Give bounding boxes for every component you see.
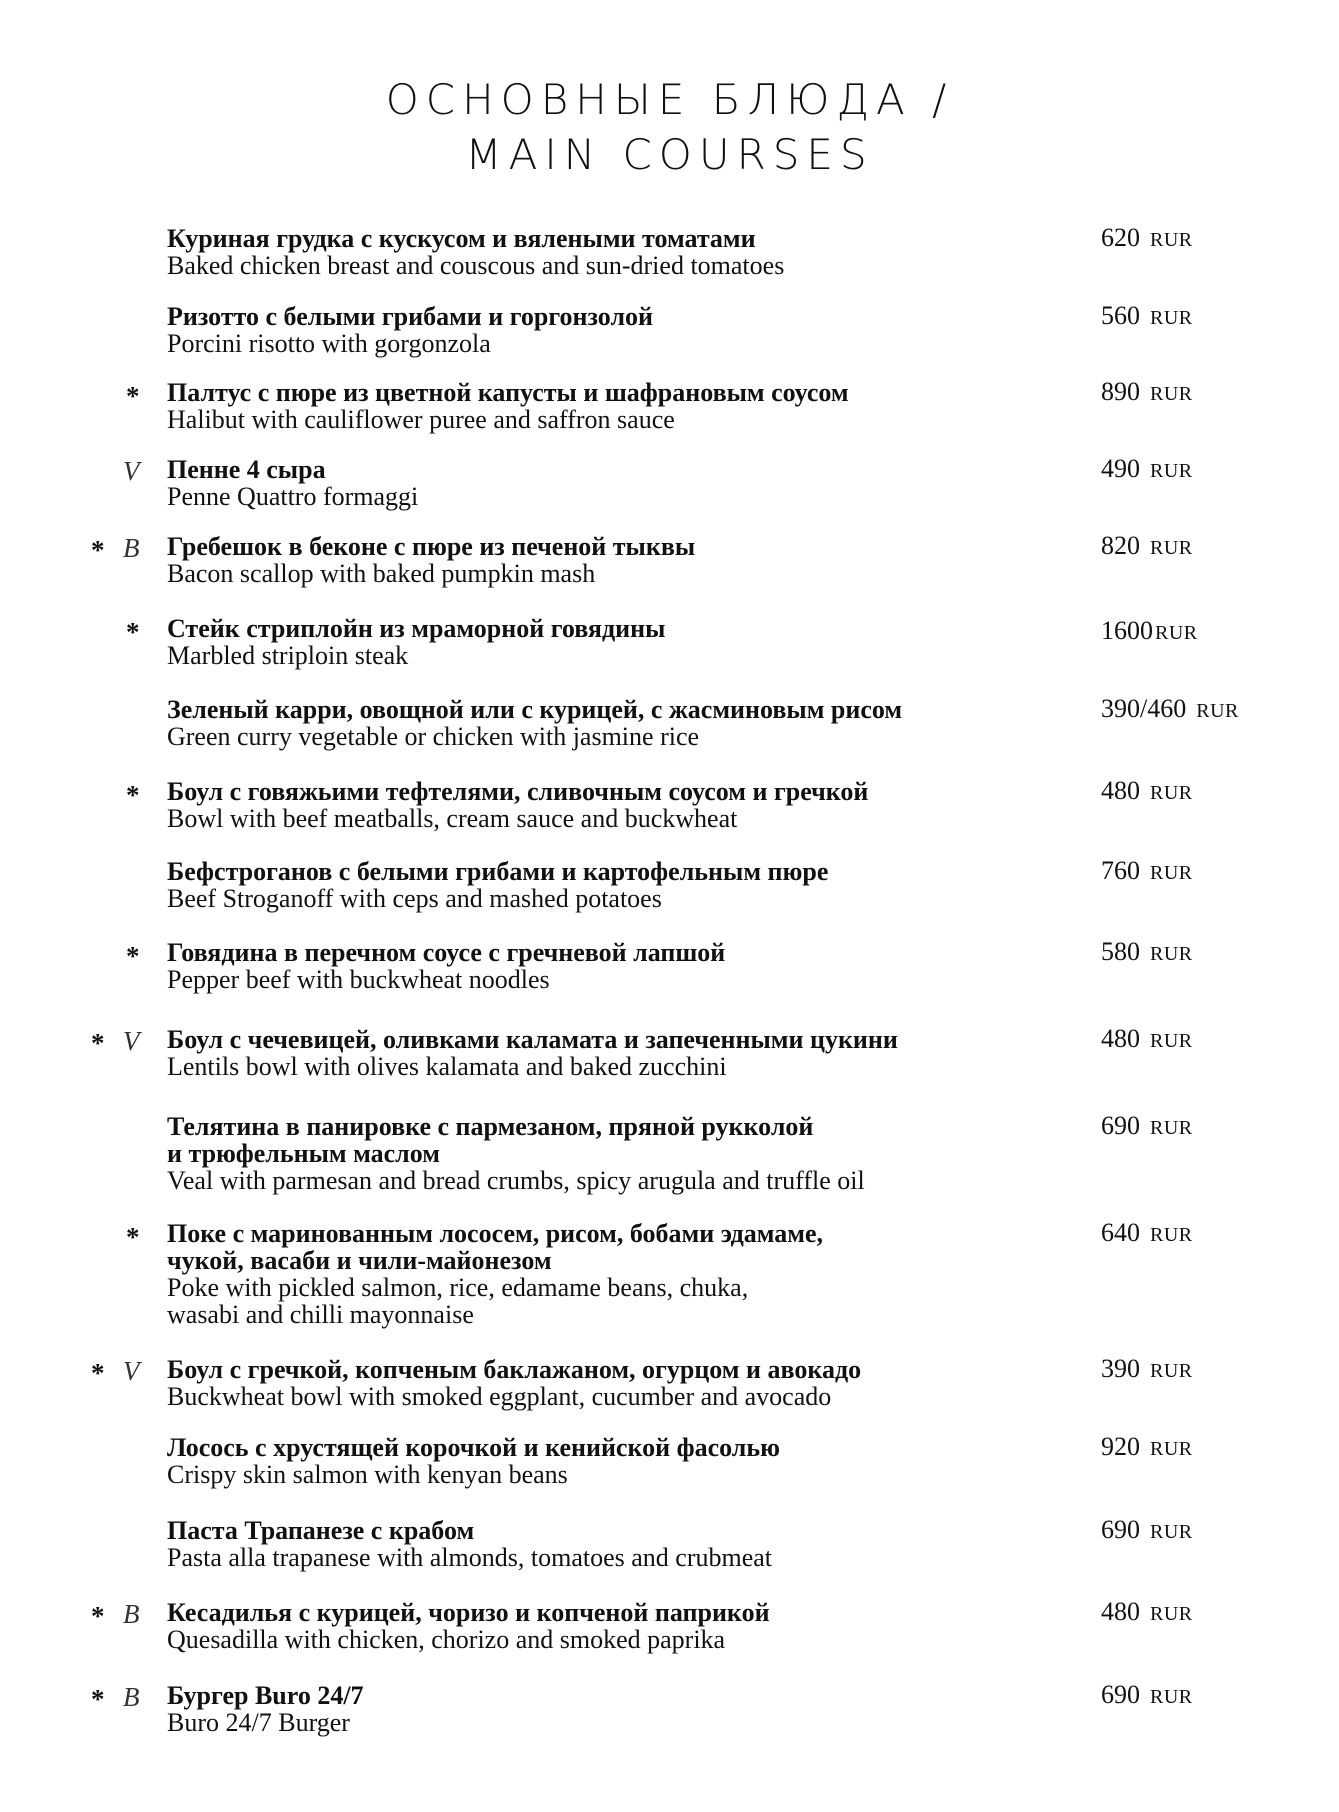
price-currency: RUR bbox=[1150, 383, 1193, 405]
asterisk-marker: * bbox=[91, 1684, 105, 1714]
menu-item-marks bbox=[88, 533, 158, 563]
menu-item-text bbox=[167, 456, 1067, 510]
dish-name-ru: Кесадилья с курицей, чоризо и копченой паприкой bbox=[167, 1598, 770, 1627]
menu-item-price bbox=[1101, 856, 1193, 888]
vegetarian-marker: V bbox=[123, 456, 140, 486]
menu-item-price bbox=[1101, 694, 1239, 726]
dish-name-en: Buckwheat bowl with smoked eggplant, cucumber and avocado bbox=[167, 1382, 832, 1411]
menu-item-text bbox=[167, 615, 1067, 669]
price-value: 480 bbox=[1101, 1597, 1140, 1626]
price-currency: RUR bbox=[1150, 862, 1193, 884]
dish-name-en: Porcini risotto with gorgonzola bbox=[167, 329, 491, 358]
dish-name-en: Marbled striploin steak bbox=[167, 641, 409, 670]
dish-name-ru: Говядина в перечном соусе с гречневой лапшой bbox=[167, 938, 726, 967]
price-currency: RUR bbox=[1196, 700, 1239, 722]
price-value: 690 bbox=[1101, 1515, 1140, 1544]
dish-name-en: Quesadilla with chicken, chorizo and smoked paprika bbox=[167, 1625, 726, 1654]
price-currency: RUR bbox=[1155, 622, 1198, 644]
dish-name-en: Crispy skin salmon with kenyan beans bbox=[167, 1460, 568, 1489]
asterisk-marker: * bbox=[91, 1601, 105, 1631]
asterisk-marker: * bbox=[126, 617, 140, 647]
price-currency: RUR bbox=[1150, 229, 1193, 251]
menu-item-price bbox=[1101, 937, 1193, 969]
dish-name-en: Bowl with beef meatballs, cream sauce and buckwheat bbox=[167, 804, 738, 833]
menu-item-text bbox=[167, 225, 1067, 279]
menu-item-marks bbox=[88, 696, 158, 726]
asterisk-marker: * bbox=[91, 1358, 105, 1388]
price-value: 1600 bbox=[1101, 616, 1153, 645]
dish-name-ru: Палтус с пюре из цветной капусты и шафрановым соусом bbox=[167, 378, 849, 407]
dish-name-ru: Телятина в панировке с пармезаном, пряной рукколой bbox=[167, 1112, 814, 1141]
menu-item-marks bbox=[88, 1356, 158, 1386]
menu-item-text bbox=[167, 939, 1067, 993]
dish-name-ru: Стейк стриплойн из мраморной говядины bbox=[167, 614, 666, 643]
vegetarian-marker: V bbox=[123, 1026, 140, 1056]
menu-item-text bbox=[167, 1599, 1067, 1653]
price-currency: RUR bbox=[1150, 1360, 1193, 1382]
menu-item-price bbox=[1101, 1597, 1193, 1629]
price-value: 620 bbox=[1101, 223, 1140, 252]
menu-item-marks bbox=[88, 1517, 158, 1547]
dish-name-en: Buro 24/7 Burger bbox=[167, 1708, 350, 1737]
price-value: 390/460 bbox=[1101, 694, 1187, 723]
menu-item-text bbox=[167, 858, 1067, 912]
price-value: 490 bbox=[1101, 454, 1140, 483]
dish-name-ru: Боул с говяжьими тефтелями, сливочным соусом и гречкой bbox=[167, 777, 869, 806]
price-value: 390 bbox=[1101, 1354, 1140, 1383]
page-title bbox=[0, 72, 1339, 182]
dish-name-ru: Боул с гречкой, копченым баклажаном, огурцом и авокадо bbox=[167, 1355, 862, 1384]
menu-item-marks bbox=[88, 1026, 158, 1056]
dish-name-ru: Бургер Buro 24/7 bbox=[167, 1681, 364, 1710]
menu-item-marks bbox=[88, 1113, 158, 1143]
dish-name-en: Bacon scallop with baked pumpkin mash bbox=[167, 559, 596, 588]
menu-item-marks bbox=[88, 778, 158, 808]
price-value: 580 bbox=[1101, 937, 1140, 966]
menu-item-marks bbox=[88, 1434, 158, 1464]
dish-name-en: Halibut with cauliflower puree and saffron sauce bbox=[167, 405, 675, 434]
menu-item-text bbox=[167, 1026, 1067, 1080]
menu-item-price bbox=[1101, 1680, 1193, 1712]
dish-name-en: wasabi and chilli mayonnaise bbox=[167, 1300, 474, 1329]
menu-item-marks bbox=[88, 1220, 158, 1250]
menu-item-price bbox=[1101, 1111, 1193, 1143]
price-value: 890 bbox=[1101, 377, 1140, 406]
price-currency: RUR bbox=[1150, 460, 1193, 482]
dish-name-en: Beef Stroganoff with ceps and mashed potatoes bbox=[167, 884, 662, 913]
dish-name-en: Pepper beef with buckwheat noodles bbox=[167, 965, 550, 994]
dish-name-ru: чукой, васаби и чили-майонезом bbox=[167, 1246, 552, 1275]
price-value: 480 bbox=[1101, 776, 1140, 805]
asterisk-marker: * bbox=[91, 1028, 105, 1058]
menu-item-text bbox=[167, 778, 1067, 832]
price-currency: RUR bbox=[1150, 1117, 1193, 1139]
menu-item-price bbox=[1101, 1218, 1193, 1250]
menu-item-text bbox=[167, 1517, 1067, 1571]
price-currency: RUR bbox=[1150, 782, 1193, 804]
price-currency: RUR bbox=[1150, 537, 1193, 559]
price-value: 820 bbox=[1101, 531, 1140, 560]
dish-name-ru: Ризотто с белыми грибами и горгонзолой bbox=[167, 302, 654, 331]
asterisk-marker: * bbox=[126, 1222, 140, 1252]
menu-item-price bbox=[1101, 377, 1193, 409]
menu-item-price bbox=[1101, 1515, 1193, 1547]
menu-item-price bbox=[1101, 531, 1193, 563]
menu-item-text bbox=[167, 1356, 1067, 1410]
price-currency: RUR bbox=[1150, 1224, 1193, 1246]
title-line-ru: ОСНОВНЫЕ БЛЮДА / bbox=[385, 75, 954, 124]
dish-name-ru: Гребешок в беконе с пюре из печеной тыквы bbox=[167, 532, 696, 561]
price-value: 640 bbox=[1101, 1218, 1140, 1247]
price-value: 920 bbox=[1101, 1432, 1140, 1461]
dish-name-ru: Пенне 4 сыра bbox=[167, 455, 326, 484]
b-marker: B bbox=[123, 1599, 140, 1629]
menu-item-marks bbox=[88, 1599, 158, 1629]
menu-item-price bbox=[1101, 1354, 1193, 1386]
dish-name-ru: Поке с маринованным лососем, рисом, бобами эдамаме, bbox=[167, 1219, 824, 1248]
dish-name-ru: Боул с чечевицей, оливками каламата и запеченными цукини bbox=[167, 1025, 898, 1054]
menu-item-text bbox=[167, 1434, 1067, 1488]
title-line-en: MAIN COURSES bbox=[465, 130, 874, 179]
dish-name-en: Poke with pickled salmon, rice, edamame beans, chuka, bbox=[167, 1273, 749, 1302]
price-currency: RUR bbox=[1150, 1686, 1193, 1708]
menu-item-marks bbox=[88, 858, 158, 888]
menu-item-text bbox=[167, 533, 1067, 587]
menu-item-price bbox=[1101, 301, 1193, 333]
asterisk-marker: * bbox=[91, 535, 105, 565]
menu-item-price bbox=[1101, 776, 1193, 808]
dish-name-en: Lentils bowl with olives kalamata and baked zucchini bbox=[167, 1052, 727, 1081]
menu-item-marks bbox=[88, 456, 158, 486]
price-currency: RUR bbox=[1150, 1521, 1193, 1543]
menu-item-marks bbox=[88, 303, 158, 333]
dish-name-ru: Бефстроганов с белыми грибами и картофельным пюре bbox=[167, 857, 829, 886]
price-currency: RUR bbox=[1150, 943, 1193, 965]
asterisk-marker: * bbox=[126, 780, 140, 810]
menu-item-text bbox=[167, 379, 1067, 433]
dish-name-ru: и трюфельным маслом bbox=[167, 1139, 440, 1168]
b-marker: B bbox=[123, 1682, 140, 1712]
menu-item-text bbox=[167, 1682, 1067, 1736]
menu-item-text bbox=[167, 1113, 1067, 1194]
dish-name-ru: Лосось с хрустящей корочкой и кенийской фасолью bbox=[167, 1433, 780, 1462]
menu-item-price bbox=[1101, 454, 1193, 486]
price-value: 560 bbox=[1101, 301, 1140, 330]
dish-name-en: Baked chicken breast and couscous and sun-dried tomatoes bbox=[167, 251, 785, 280]
price-currency: RUR bbox=[1150, 307, 1193, 329]
price-currency: RUR bbox=[1150, 1030, 1193, 1052]
menu-item-price bbox=[1101, 1432, 1193, 1464]
price-value: 690 bbox=[1101, 1680, 1140, 1709]
menu-item-text bbox=[167, 696, 1067, 750]
menu-item-text bbox=[167, 303, 1067, 357]
dish-name-ru: Паста Трапанезе с крабом bbox=[167, 1516, 475, 1545]
menu-item-marks bbox=[88, 615, 158, 645]
price-value: 760 bbox=[1101, 856, 1140, 885]
dish-name-en: Veal with parmesan and bread crumbs, spicy arugula and truffle oil bbox=[167, 1166, 865, 1195]
dish-name-en: Penne Quattro formaggi bbox=[167, 482, 419, 511]
price-value: 480 bbox=[1101, 1024, 1140, 1053]
price-currency: RUR bbox=[1150, 1438, 1193, 1460]
dish-name-ru: Зеленый карри, овощной или с курицей, с жасминовым рисом bbox=[167, 695, 903, 724]
menu-item-price bbox=[1101, 1024, 1193, 1056]
dish-name-en: Pasta alla trapanese with almonds, tomatoes and crubmeat bbox=[167, 1543, 773, 1572]
menu-item-price bbox=[1101, 616, 1198, 648]
menu-item-marks bbox=[88, 225, 158, 255]
menu-item-marks bbox=[88, 379, 158, 409]
asterisk-marker: * bbox=[126, 941, 140, 971]
menu-item-text bbox=[167, 1220, 1067, 1328]
asterisk-marker: * bbox=[126, 381, 140, 411]
dish-name-ru: Куриная грудка с кускусом и вялеными томатами bbox=[167, 224, 756, 253]
menu-item-marks bbox=[88, 939, 158, 969]
menu-item-price bbox=[1101, 223, 1193, 255]
price-value: 690 bbox=[1101, 1111, 1140, 1140]
price-currency: RUR bbox=[1150, 1603, 1193, 1625]
dish-name-en: Green curry vegetable or chicken with jasmine rice bbox=[167, 722, 700, 751]
b-marker: B bbox=[123, 533, 140, 563]
vegetarian-marker: V bbox=[123, 1356, 140, 1386]
menu-item-marks bbox=[88, 1682, 158, 1712]
